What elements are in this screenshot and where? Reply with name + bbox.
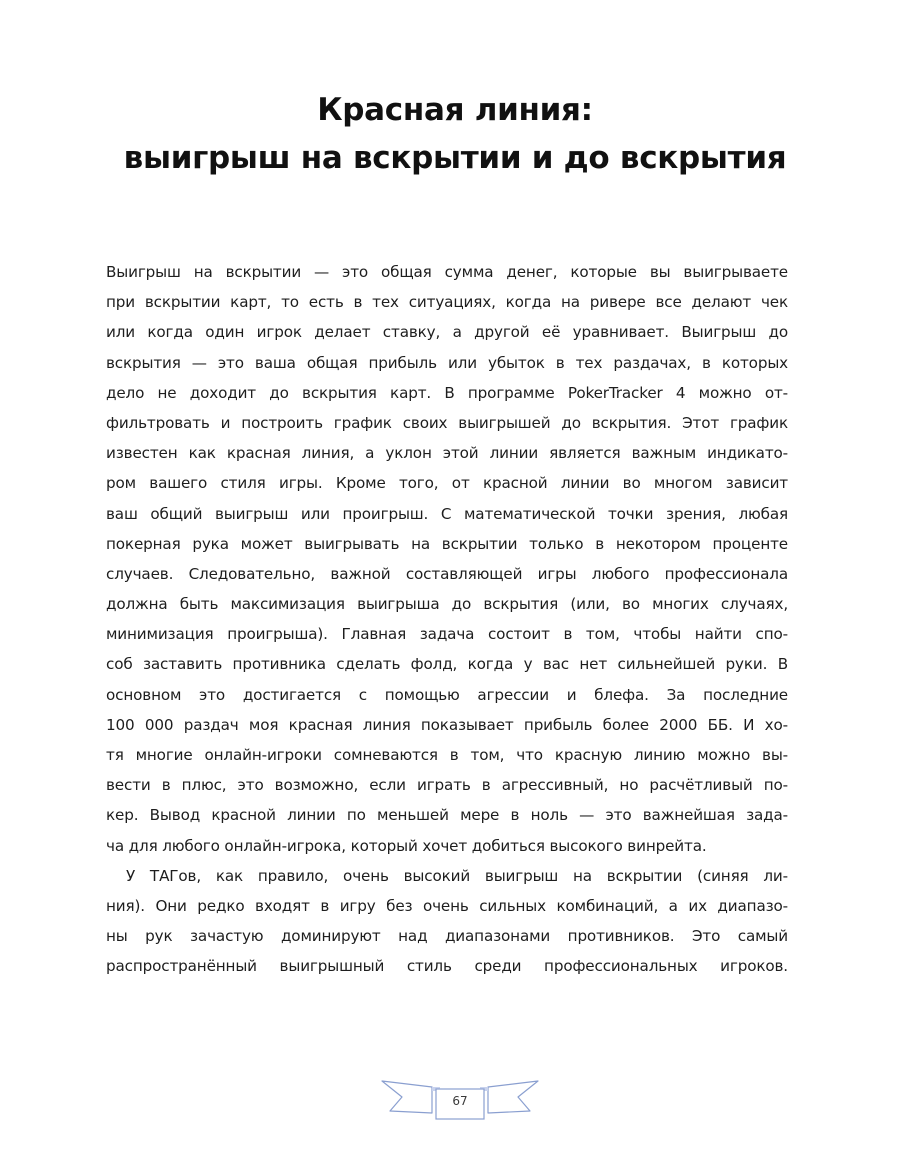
page-title-line-2: выигрыш на вскрытии и до вскрытия	[123, 140, 787, 176]
text-line: вскрытия — это ваша общая прибыль или убыток в тех раздачах, в которых	[106, 353, 788, 372]
text-line: должна быть максимизация выигрыша до вскрытия (или, во многих случаях,	[106, 595, 788, 614]
page-number: 67	[452, 1094, 468, 1108]
text-line: минимизация проигрыша). Главная задача состоит в том, чтобы найти спо-	[106, 625, 788, 644]
text-line: распространённый выигрышный стиль среди профессиональных игроков.	[106, 957, 788, 976]
page-title-line-1: Красная линия:	[317, 92, 593, 128]
text-line: Выигрыш на вскрытии — это общая сумма денег, которые вы выигрываете	[106, 263, 788, 281]
paragraph-2	[106, 861, 788, 982]
text-line: покерная рука может выигрывать на вскрытии только в некотором проценте	[106, 534, 788, 553]
text-line: ния). Они редко входят в игру без очень сильных комбинаций, а их диапазо-	[106, 896, 788, 915]
text-line: дело не доходит до вскрытия карт. В программе PokerTracker 4 можно от-	[106, 383, 788, 402]
text-line: или когда один игрок делает ставку, а другой её уравнивает. Выигрыш до	[106, 323, 788, 342]
text-line: фильтровать и построить график своих выигрышей до вскрытия. Этот график	[106, 413, 788, 432]
body-text	[106, 257, 788, 982]
text-line: 100 000 раздач моя красная линия показывает прибыль более 2000 ББ. И хо-	[106, 715, 788, 734]
text-line: случаев. Следовательно, важной составляющей игры любого профессионала	[106, 564, 788, 583]
text-line: ром вашего стиля игры. Кроме того, от красной линии во многом зависит	[106, 474, 788, 493]
text-line: У ТАГов, как правило, очень высокий выигрыш на вскрытии (синяя ли-	[126, 866, 788, 885]
page-number-ribbon	[380, 1077, 540, 1123]
text-line: основном это достигается с помощью агрессии и блефа. За последние	[106, 685, 788, 704]
text-line: ча для любого онлайн-игрока, который хочет добиться высокого винрейта.	[106, 836, 707, 855]
text-line: известен как красная линия, а уклон этой линии является важным индикато-	[106, 444, 788, 463]
text-line: тя многие онлайн-игроки сомневаются в том, что красную линию можно вы-	[106, 746, 788, 764]
text-line: ны рук зачастую доминируют над диапазонами противников. Это самый	[106, 927, 788, 946]
text-line: соб заставить противника сделать фолд, когда у вас нет сильнейшей руки. В	[106, 655, 788, 674]
text-line: вести в плюс, это возможно, если играть в агрессивный, но расчётливый по-	[106, 776, 788, 795]
paragraph-1	[106, 257, 788, 861]
text-line: при вскрытии карт, то есть в тех ситуациях, когда на ривере все делают чек	[106, 293, 788, 312]
text-line: ваш общий выигрыш или проигрыш. С математической точки зрения, любая	[106, 504, 788, 523]
text-line: кер. Вывод красной линии по меньшей мере в ноль — это важнейшая зада-	[106, 806, 788, 825]
